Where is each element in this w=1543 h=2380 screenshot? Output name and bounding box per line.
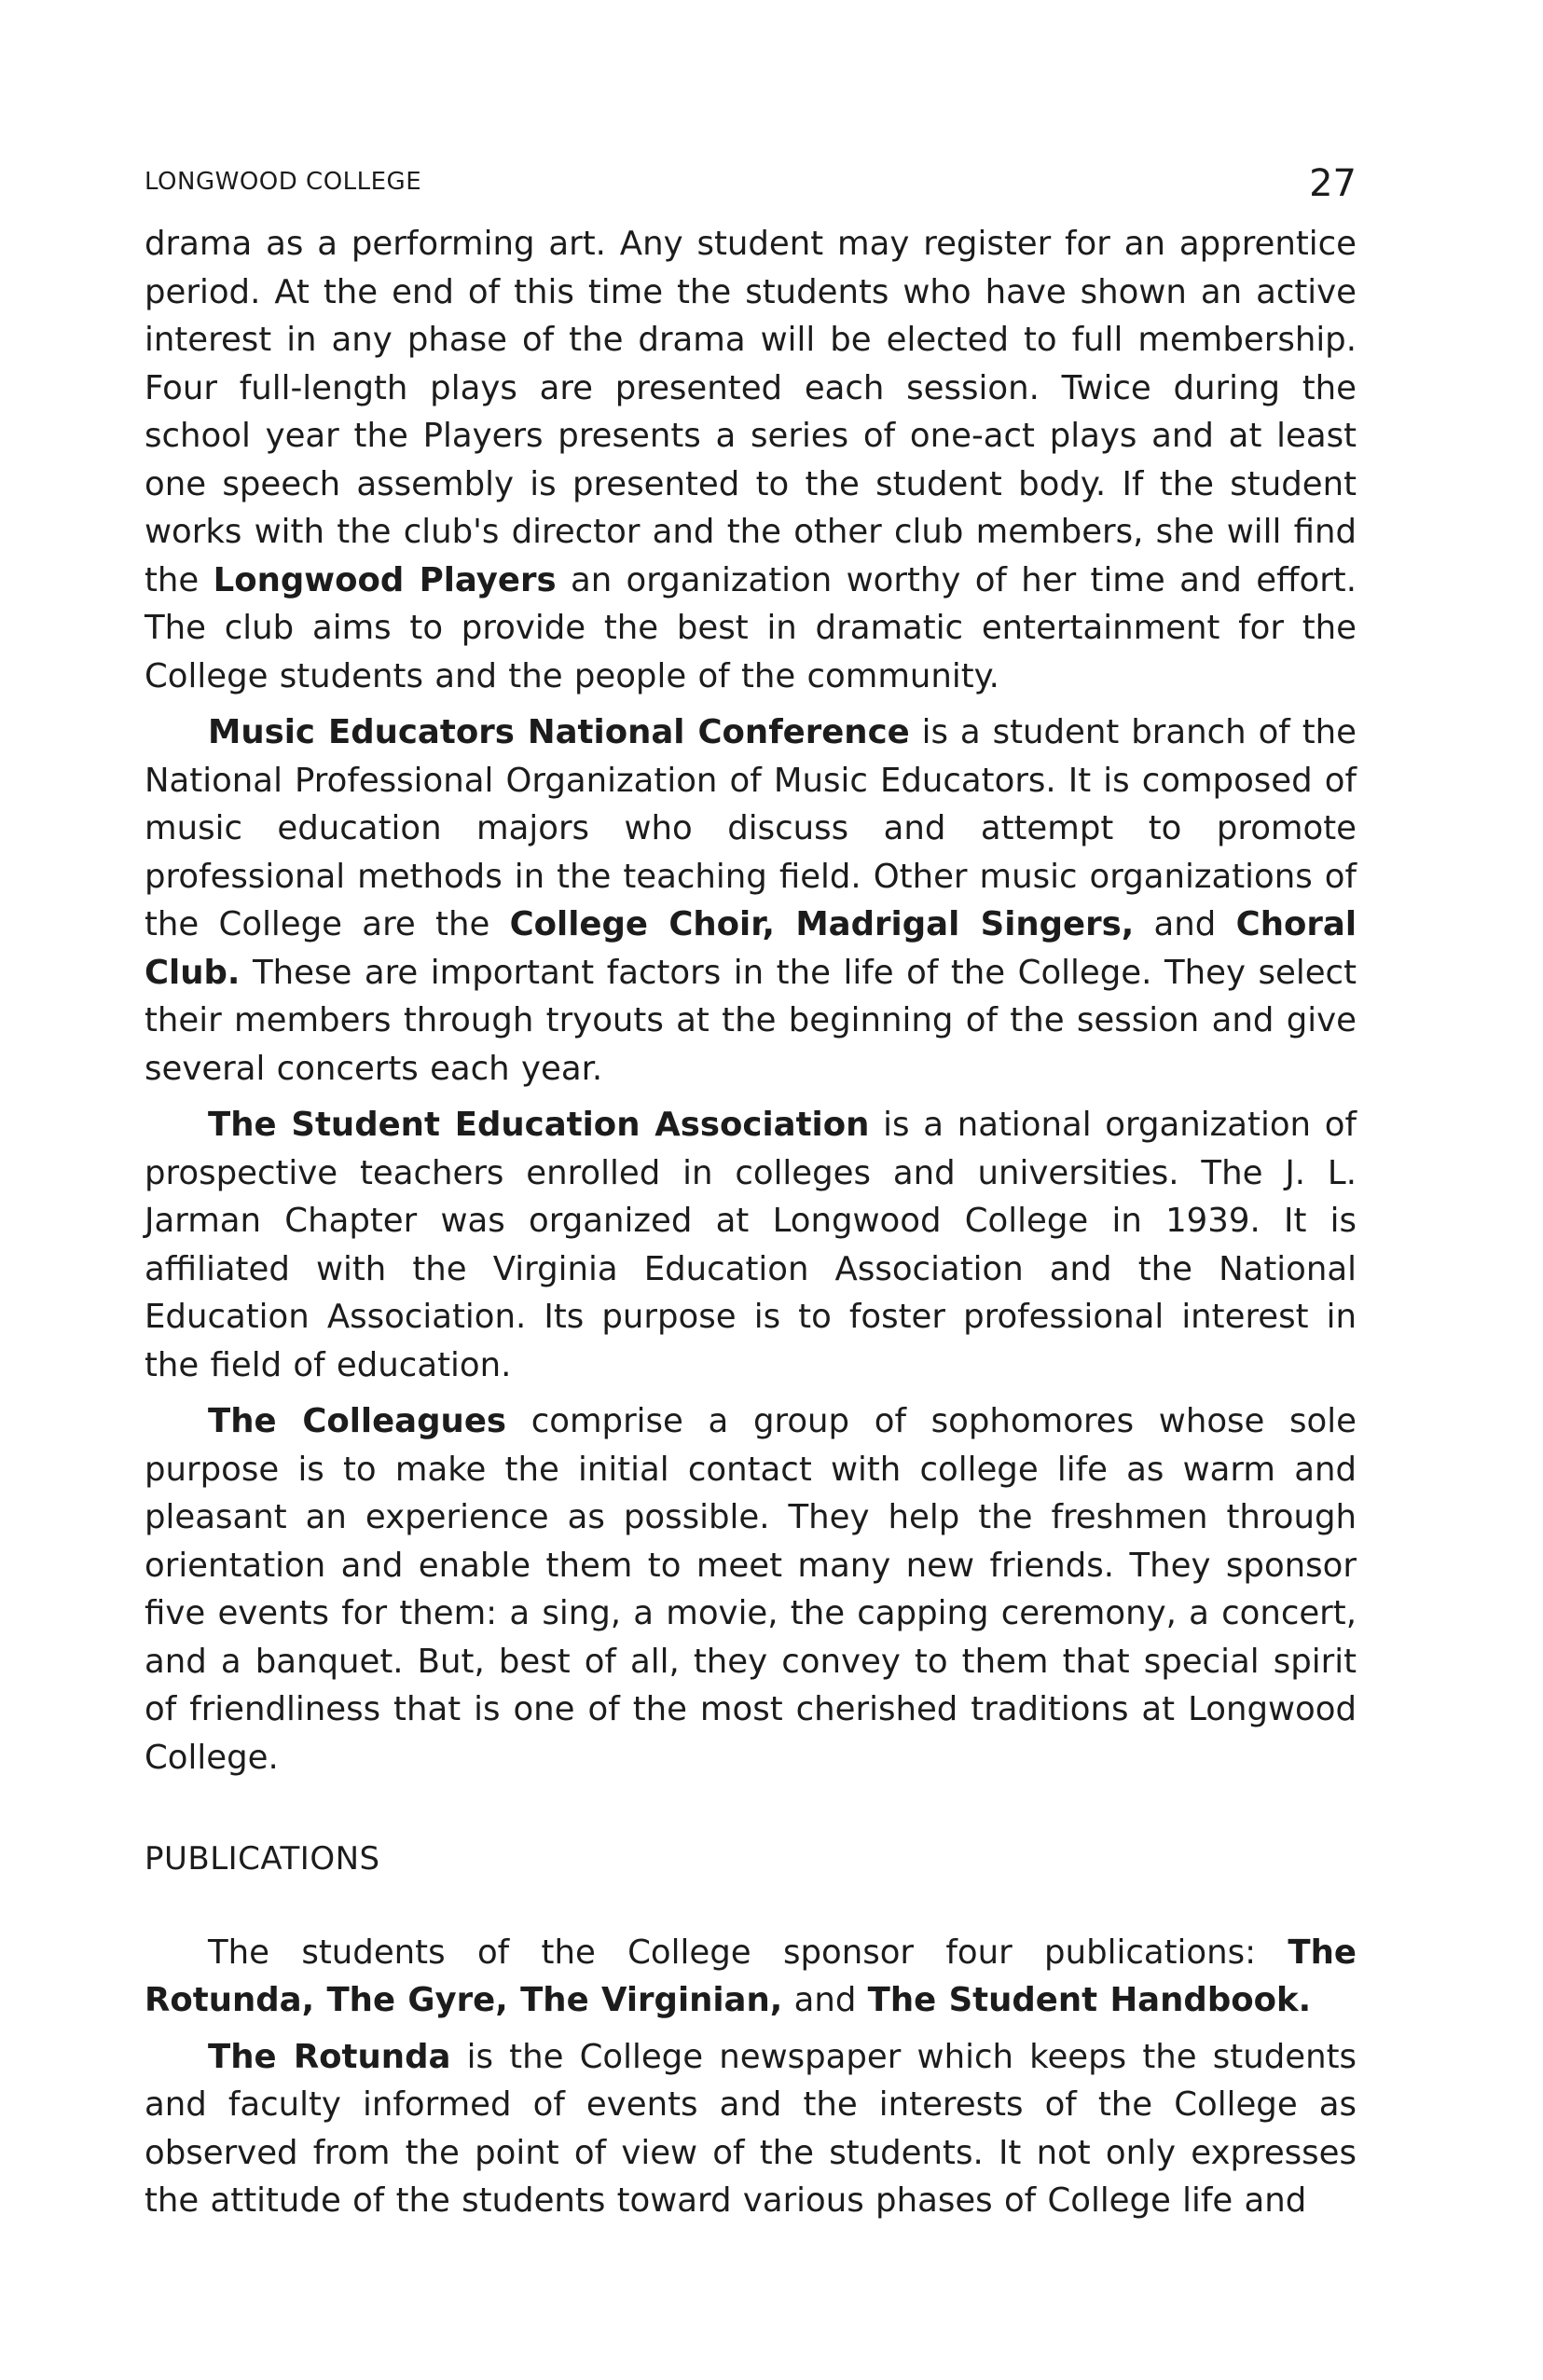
- bold-term-music-educators: Music Educators National Conference: [208, 713, 910, 751]
- paragraph-music-educators: [145, 708, 1357, 1093]
- book-page: [145, 162, 1357, 2234]
- paragraph-text: is the College newspaper which keeps the students and faculty informed of events and the interests of the College as observed from the point of view of the students. It not only expresses the attitude of the students toward various phases of College life and: [145, 2037, 1357, 2220]
- paragraph-text: and: [1134, 905, 1236, 943]
- paragraph-text: drama as a performing art. Any student may register for an apprentice period. At the end of this time the students who have shown an active interest in any phase of the drama will be elected to full membership. Four full-length plays are presented each session. Twice during the school year the Players presents a series of one-act plays and at least one speech assembly is presented to the student body. If the student works with the club's director and the other club members, she will find the: [145, 225, 1357, 599]
- page-header: [145, 162, 1357, 220]
- bold-term-rotunda: The Rotunda: [208, 2037, 451, 2076]
- body-text: [145, 220, 1357, 2225]
- paragraph-text: These are important factors in the life of the College. They select their members through tryouts at the beginning of the session and give several concerts each year.: [145, 953, 1357, 1088]
- paragraph-longwood-players: [145, 220, 1357, 700]
- bold-term-student-handbook: The Student Handbook.: [867, 1981, 1312, 2019]
- paragraph-student-education: [145, 1101, 1357, 1389]
- paragraph-text: an organization worthy of her time and effort. The club aims to provide the best in dramatic entertainment for the College students and the people of the community.: [145, 560, 1357, 695]
- paragraph-text: The students of the College sponsor four publications:: [208, 1933, 1288, 1972]
- paragraph-text: comprise a group of sophomores whose sole purpose is to make the initial contact with college life as warm and pleasant an experience as possible. They help the freshmen through orientation and enable them to meet many new friends. They sponsor five events for them: a sing, a movie, the capping ceremony, a concert, and a banquet. But, best of all, they convey to them that special spirit of friendliness that is one of the most cherished traditions at Longwood College.: [145, 1402, 1357, 1777]
- page-number: 27: [1309, 162, 1357, 205]
- bold-term-colleagues: The Colleagues: [208, 1402, 507, 1440]
- bold-term-longwood-players: Longwood Players: [213, 560, 557, 599]
- paragraph-text: is a national organization of prospective teachers enrolled in colleges and universities. The J. L. Jarman Chapter was organized at Longwood College in 1939. It is affiliated with the Virginia Education Association and the National Education Association. Its purpose is to foster professional interest in the field of education.: [145, 1106, 1357, 1384]
- bold-term-choral-club: Choral Club.: [145, 905, 1357, 992]
- bold-term-publications: The Rotunda, The Gyre, The Virginian,: [145, 1933, 1357, 2019]
- section-heading-publications: PUBLICATIONS: [145, 1840, 380, 1878]
- paragraph-text: is a student branch of the National Professional Organization of Music Educators. It is composed of music education majors who discuss and attempt to promote professional methods in the teaching field. Other music organizations of the College are the: [145, 713, 1357, 943]
- bold-term-student-education: The Student Education Association: [208, 1106, 870, 1144]
- paragraph-colleagues: [145, 1397, 1357, 1782]
- paragraph-rotunda: [145, 2033, 1357, 2225]
- bold-term-choir-madrigal: College Choir, Madrigal Singers,: [509, 905, 1135, 943]
- paragraph-text: and: [782, 1981, 868, 2019]
- paragraph-publications-intro: [145, 1929, 1357, 2025]
- running-head: LONGWOOD COLLEGE: [145, 168, 422, 196]
